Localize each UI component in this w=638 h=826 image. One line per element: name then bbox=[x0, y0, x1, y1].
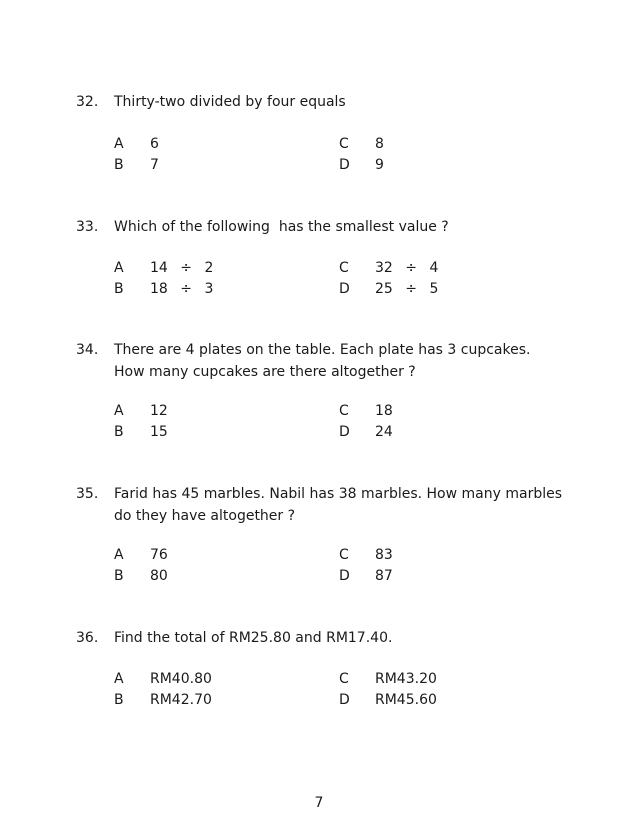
question-text bbox=[114, 483, 574, 527]
option-b-letter: B bbox=[114, 692, 124, 708]
option-a-letter: A bbox=[114, 136, 124, 152]
option-c-value: 18 bbox=[375, 403, 393, 419]
option-d-letter: D bbox=[339, 157, 350, 173]
page-number: 7 bbox=[314, 795, 324, 811]
question-line: There are 4 plates on the table. Each plate has 3 cupcakes. bbox=[114, 342, 531, 358]
option-a-letter: A bbox=[114, 403, 124, 419]
option-b-value: 15 bbox=[150, 424, 168, 440]
question-line: Thirty-two divided by four equals bbox=[114, 94, 346, 110]
question-line: Which of the following has the smallest value ? bbox=[114, 219, 449, 235]
option-a-letter: A bbox=[114, 671, 124, 687]
question-text bbox=[114, 216, 574, 238]
question-text bbox=[114, 627, 574, 649]
option-d-value: 87 bbox=[375, 568, 393, 584]
option-a-value: 12 bbox=[150, 403, 168, 419]
option-d-letter: D bbox=[339, 281, 350, 297]
question-line: do they have altogether ? bbox=[114, 508, 296, 524]
option-b-value: 7 bbox=[150, 157, 159, 173]
option-d-value: 24 bbox=[375, 424, 393, 440]
option-a-value: RM40.80 bbox=[150, 671, 212, 687]
question-text bbox=[114, 339, 574, 383]
question-number: 32. bbox=[76, 94, 99, 110]
option-c-letter: C bbox=[339, 403, 349, 419]
question-number: 35. bbox=[76, 486, 99, 502]
option-c-letter: C bbox=[339, 671, 349, 687]
option-b-value: 18 ÷ 3 bbox=[150, 281, 214, 297]
option-a-letter: A bbox=[114, 547, 124, 563]
option-b-value: 80 bbox=[150, 568, 168, 584]
option-b-letter: B bbox=[114, 157, 124, 173]
option-c-letter: C bbox=[339, 547, 349, 563]
option-c-letter: C bbox=[339, 136, 349, 152]
option-a-value: 14 ÷ 2 bbox=[150, 260, 214, 276]
option-a-letter: A bbox=[114, 260, 124, 276]
option-a-value: 6 bbox=[150, 136, 159, 152]
question-text bbox=[114, 91, 574, 113]
option-c-value: 83 bbox=[375, 547, 393, 563]
question-number: 33. bbox=[76, 219, 99, 235]
question-number: 34. bbox=[76, 342, 99, 358]
option-c-value: 32 ÷ 4 bbox=[375, 260, 439, 276]
option-c-value: 8 bbox=[375, 136, 384, 152]
option-c-letter: C bbox=[339, 260, 349, 276]
option-d-letter: D bbox=[339, 424, 350, 440]
option-d-letter: D bbox=[339, 568, 350, 584]
option-b-letter: B bbox=[114, 424, 124, 440]
option-b-letter: B bbox=[114, 568, 124, 584]
option-b-letter: B bbox=[114, 281, 124, 297]
option-d-value: RM45.60 bbox=[375, 692, 437, 708]
option-c-value: RM43.20 bbox=[375, 671, 437, 687]
question-line: How many cupcakes are there altogether ? bbox=[114, 364, 416, 380]
option-d-value: 25 ÷ 5 bbox=[375, 281, 439, 297]
option-a-value: 76 bbox=[150, 547, 168, 563]
option-d-value: 9 bbox=[375, 157, 384, 173]
option-d-letter: D bbox=[339, 692, 350, 708]
question-line: Find the total of RM25.80 and RM17.40. bbox=[114, 630, 393, 646]
question-number: 36. bbox=[76, 630, 99, 646]
option-b-value: RM42.70 bbox=[150, 692, 212, 708]
question-line: Farid has 45 marbles. Nabil has 38 marbles. How many marbles bbox=[114, 486, 563, 502]
